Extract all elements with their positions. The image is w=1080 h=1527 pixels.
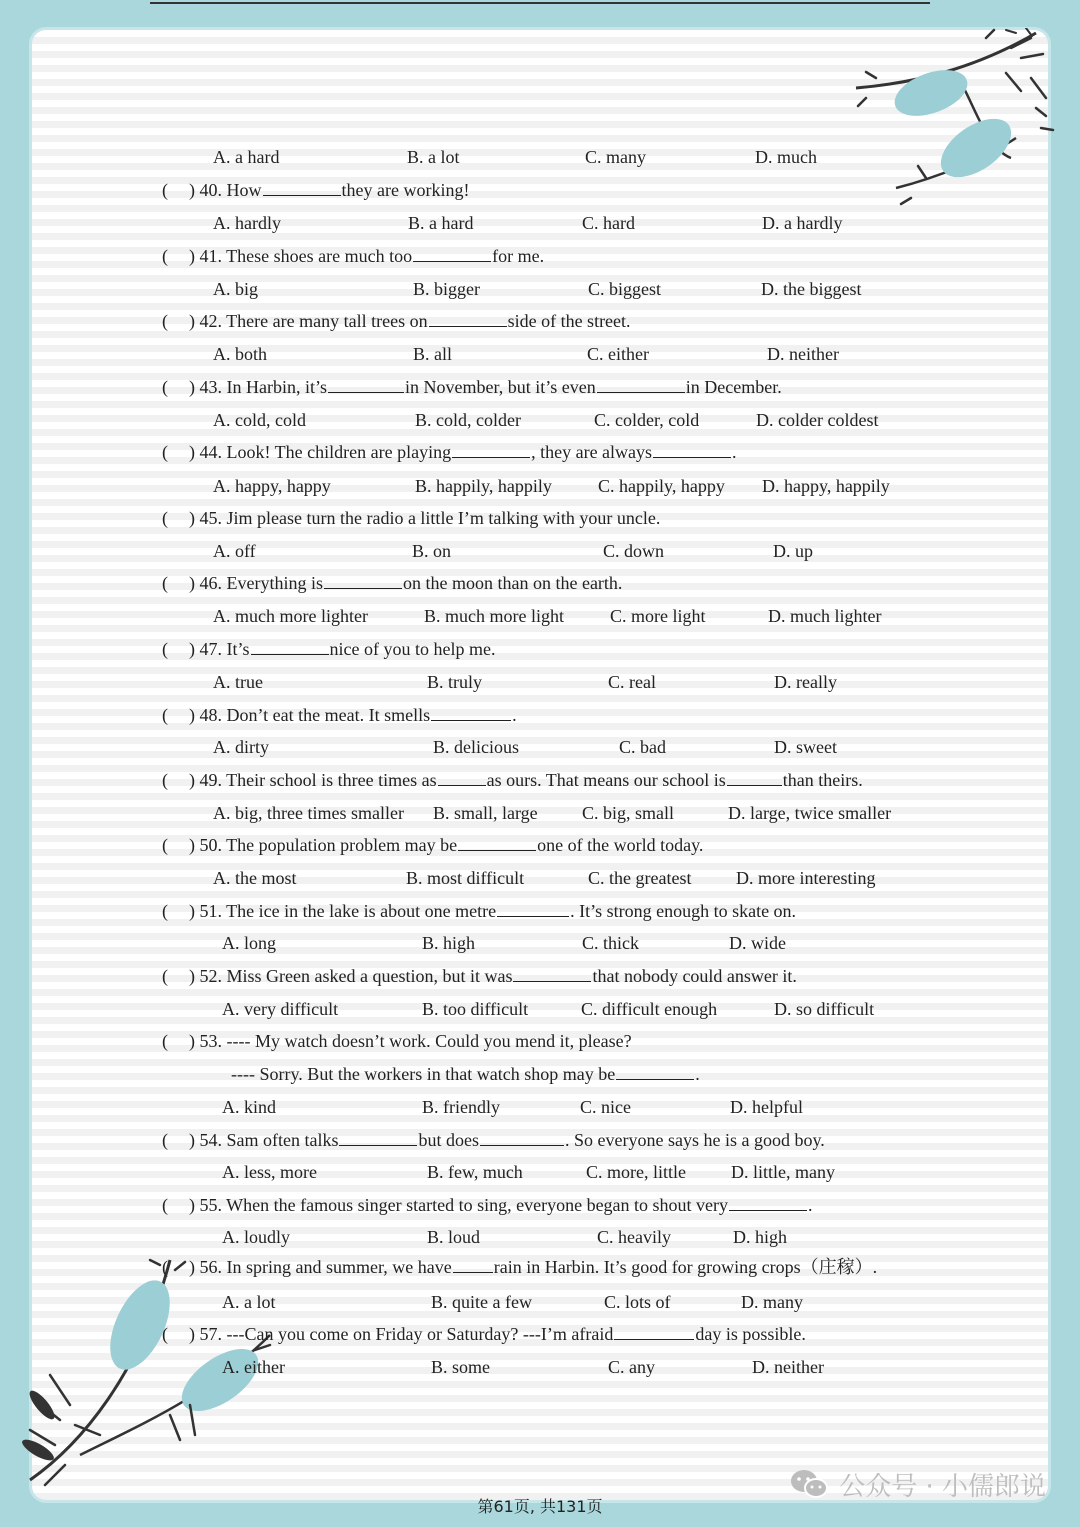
option-d: D. wide (729, 933, 786, 953)
answer-paren: ( (162, 573, 168, 593)
option-c: C. more, little (586, 1162, 686, 1182)
option-d: D. much lighter (768, 606, 882, 626)
option-b: B. happily, happily (415, 476, 552, 496)
answer-blank (251, 636, 329, 655)
answer-paren: ( (162, 246, 168, 266)
answer-blank (513, 963, 591, 982)
answer-blank (597, 374, 685, 393)
answer-blank (453, 1254, 493, 1273)
answer-blank (413, 243, 491, 262)
question-stem: ) 41. These shoes are much too for me. (189, 241, 544, 271)
option-d: D. more interesting (736, 868, 876, 888)
top-rule (150, 2, 930, 4)
leaf-branch-decoration-top-right (836, 28, 1056, 208)
answer-paren: ( (162, 835, 168, 855)
option-d: D. colder coldest (756, 410, 879, 430)
answer-paren: ( (162, 1195, 168, 1215)
option-b: B. most difficult (406, 868, 525, 888)
option-d: D. much (755, 147, 817, 167)
option-d: D. up (773, 541, 813, 561)
option-b: B. some (431, 1357, 491, 1377)
option-a: A. the most (213, 868, 297, 888)
answer-blank (431, 702, 511, 721)
answer-blank (429, 308, 507, 327)
answer-paren: ( (162, 1257, 168, 1277)
option-d: D. happy, happily (762, 476, 890, 496)
question-stem: ) 52. Miss Green asked a question, but it was that nobody could answer it. (189, 961, 797, 991)
question-stem: ) 51. The ice in the lake is about one metre . It’s strong enough to skate on. (189, 896, 796, 926)
answer-blank (452, 439, 530, 458)
option-d: D. helpful (730, 1097, 803, 1117)
option-b: B. delicious (433, 737, 519, 757)
option-d: D. large, twice smaller (728, 803, 892, 823)
option-d: D. little, many (731, 1162, 835, 1182)
option-b: B. friendly (422, 1097, 500, 1117)
option-c: C. any (608, 1357, 655, 1377)
option-a: A. a lot (222, 1292, 276, 1312)
option-d: D. the biggest (761, 279, 862, 299)
option-a: A. true (213, 672, 263, 692)
answer-paren: ( (162, 1130, 168, 1150)
option-a: A. either (222, 1357, 285, 1377)
option-c: C. the greatest (588, 868, 692, 888)
option-a: A. kind (222, 1097, 276, 1117)
option-c: C. many (585, 147, 646, 167)
option-b: B. bigger (413, 279, 480, 299)
answer-blank (480, 1127, 564, 1146)
answer-paren: ( (162, 639, 168, 659)
option-b: B. cold, colder (415, 410, 521, 430)
option-a: A. big, three times smaller (213, 803, 404, 823)
option-b: B. quite a few (431, 1292, 532, 1312)
option-b: B. loud (427, 1227, 481, 1247)
answer-blank (497, 898, 569, 917)
option-d: D. so difficult (774, 999, 875, 1019)
option-d: D. neither (752, 1357, 824, 1377)
option-a: A. both (213, 344, 267, 364)
question-stem: ) 57. ---Can you come on Friday or Saturday? ---I’m afraid day is possible. (189, 1319, 806, 1349)
option-b: B. too difficult (422, 999, 529, 1019)
question-stem: ) 49. Their school is three times as as ours. That means our school is than theirs. (189, 765, 863, 795)
option-b: B. high (422, 933, 476, 953)
page-number: 第61页, 共131页 (477, 1497, 603, 1516)
option-a: A. cold, cold (213, 410, 306, 430)
option-d: D. a hardly (762, 213, 843, 233)
option-a: A. long (222, 933, 276, 953)
option-a: A. loudly (222, 1227, 291, 1247)
answer-blank (614, 1321, 694, 1340)
answer-paren: ( (162, 901, 168, 921)
option-a: A. dirty (213, 737, 269, 757)
answer-paren: ( (162, 966, 168, 986)
option-c: C. happily, happy (598, 476, 725, 496)
option-c: C. colder, cold (594, 410, 700, 430)
option-c: C. real (608, 672, 656, 692)
option-c: C. lots of (604, 1292, 671, 1312)
option-c: C. difficult enough (581, 999, 718, 1019)
answer-blank (328, 374, 404, 393)
question-stem: ) 45. Jim please turn the radio a little I’m talking with your uncle. (189, 508, 661, 528)
question-stem: ) 42. There are many tall trees on side of the street. (189, 306, 631, 336)
option-a: A. off (213, 541, 256, 561)
answer-blank (324, 570, 402, 589)
option-a: A. big (213, 279, 258, 299)
answer-paren: ( (162, 770, 168, 790)
question-stem: ) 43. In Harbin, it’s in November, but it’s even in December. (189, 372, 782, 402)
answer-blank (339, 1127, 417, 1146)
answer-paren: ( (162, 705, 168, 725)
answer-paren: ( (162, 1031, 168, 1051)
answer-blank (727, 767, 782, 786)
question-stem: ) 50. The population problem may be one of the world today. (189, 830, 703, 860)
question-stem: ) 54. Sam often talks but does . So everyone says he is a good boy. (189, 1125, 825, 1155)
question-stem: ) 55. When the famous singer started to sing, everyone began to shout very . (189, 1190, 813, 1220)
option-c: C. down (603, 541, 665, 561)
option-a: A. a hard (213, 147, 280, 167)
option-d: D. many (741, 1292, 803, 1312)
option-c: C. hard (582, 213, 635, 233)
option-c: C. biggest (588, 279, 662, 299)
question-stem: ) 40. How they are working! (189, 175, 469, 205)
question-stem: ) 48. Don’t eat the meat. It smells . (189, 700, 517, 730)
option-b: B. a lot (407, 147, 460, 167)
answer-blank (438, 767, 486, 786)
answer-paren: ( (162, 442, 168, 462)
option-a: A. very difficult (222, 999, 339, 1019)
option-b: B. much more light (424, 606, 564, 626)
answer-paren: ( (162, 1324, 168, 1344)
option-a: A. much more lighter (213, 606, 368, 626)
question-stem: ) 53. ---- My watch doesn’t work. Could you mend it, please? (189, 1031, 632, 1051)
answer-blank (653, 439, 731, 458)
question-stem: ) 46. Everything is on the moon than on the earth. (189, 568, 622, 598)
option-c: C. bad (619, 737, 666, 757)
option-d: D. sweet (774, 737, 837, 757)
question-stem: ) 56. In spring and summer, we have rain in Harbin. It’s good for growing crops（庄稼）. (189, 1252, 877, 1282)
option-b: B. few, much (427, 1162, 523, 1182)
dialogue-reply: ---- Sorry. But the workers in that watch shop may be . (231, 1059, 700, 1089)
question-stem: ) 47. It’s nice of you to help me. (189, 634, 495, 664)
option-c: C. heavily (597, 1227, 671, 1247)
answer-paren: ( (162, 508, 168, 528)
option-a: A. happy, happy (213, 476, 331, 496)
option-a: A. hardly (213, 213, 281, 233)
option-c: C. nice (580, 1097, 631, 1117)
option-c: C. thick (582, 933, 639, 953)
option-d: D. high (733, 1227, 787, 1247)
watermark-text: 公众号 · 小儒郎说 (839, 1471, 1046, 1502)
option-c: C. either (587, 344, 649, 364)
answer-paren: ( (162, 180, 168, 200)
option-a: A. less, more (222, 1162, 317, 1182)
option-b: B. a hard (408, 213, 474, 233)
option-c: C. more light (610, 606, 706, 626)
answer-blank (458, 832, 536, 851)
option-b: B. all (413, 344, 452, 364)
answer-paren: ( (162, 377, 168, 397)
option-b: B. truly (427, 672, 483, 692)
answer-paren: ( (162, 311, 168, 331)
answer-blank (263, 177, 341, 196)
answer-blank (616, 1061, 694, 1080)
option-b: B. on (412, 541, 452, 561)
answer-blank (729, 1192, 807, 1211)
option-b: B. small, large (433, 803, 538, 823)
option-c: C. big, small (582, 803, 675, 823)
option-d: D. neither (767, 344, 839, 364)
option-d: D. really (774, 672, 837, 692)
question-stem: ) 44. Look! The children are playing , they are always . (189, 437, 737, 467)
